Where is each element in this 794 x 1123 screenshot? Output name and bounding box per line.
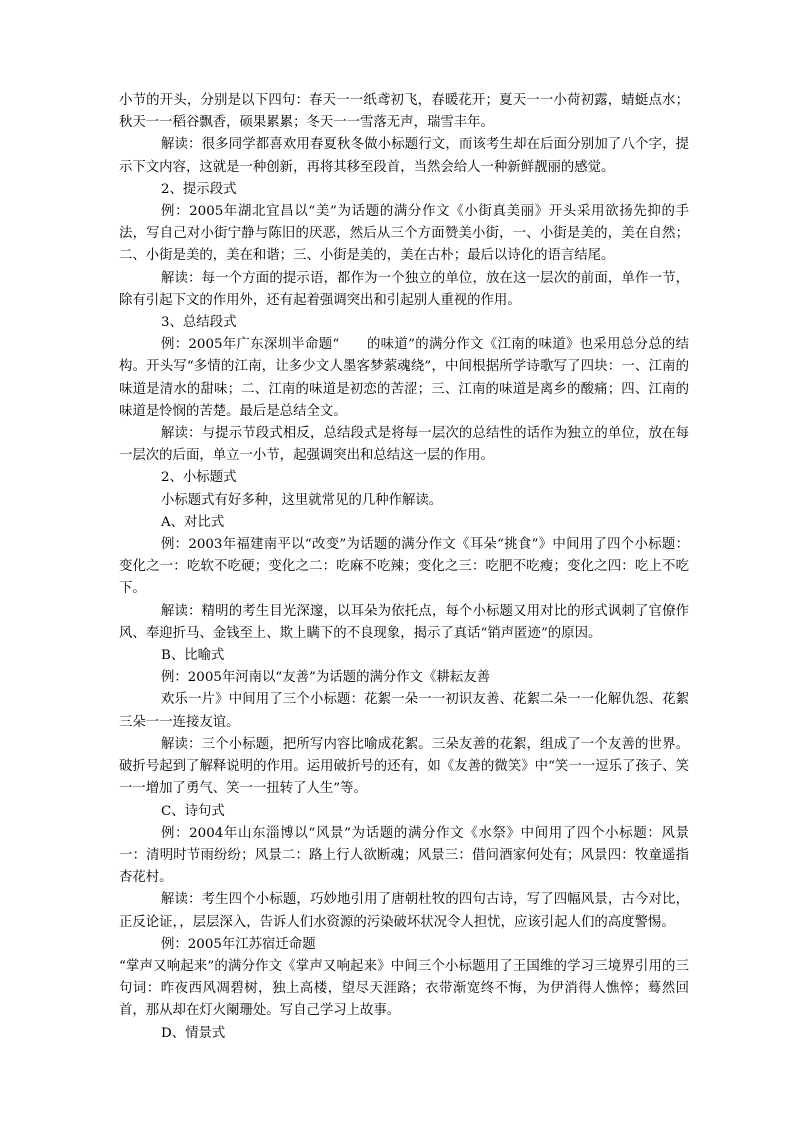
paragraph-3: 例：2005年湖北宜昌以“美”为话题的满分作文《小街真美丽》开头采用欲扬先抑的手法，写自己对小街宁静与陈旧的厌恶，然后从三个方面赞美小街，一、小街是美的，美在自然；二、小街是美的，美在和谐；三、小街是美的，美在古朴；最后以诗化的语言结尾。 (119, 204, 689, 264)
paragraph-7: 解读：与提示节段式相反，总结段式是将每一层次的总结性的话作为独立的单位，放在每一层次的后面，单立一小节，起强调突出和总结这一层的作用。 (119, 426, 689, 464)
paragraph-12: 解读：精明的考生目光深邃，以耳朵为依托点，每个小标题又用对比的形式讽刺了官僚作风、奉迎折马、金钱至上、欺上瞒下的不良现象，揭示了真话“销声匿迹”的原因。 (119, 603, 689, 641)
document-body (119, 90, 689, 1045)
subheading-scene: D、情景式 (161, 1025, 226, 1041)
paragraph-19: 解读：考生四个小标题，巧妙地引用了唐朝杜牧的四句古诗，写了四幅风景，古今对比，正反论证，，层层深入，告诉人们水资源的污染破坏状况令人担忧，应该引起人们的高度警惕。 (119, 892, 689, 930)
section-heading-prompt: 2、提示段式 (161, 181, 237, 197)
paragraph-16: 解读：三个小标题，把所写内容比喻成花絮。三朵友善的花絮，组成了一个友善的世界。破折号起到了解释说明的作用。运用破折号的还有，如《友善的微笑》中“笑一一逗乐了孩子、笑一一增加了勇气、笑一一扭转了人生”等。 (119, 736, 689, 797)
paragraph-18: 例：2004年山东淄博以“风景”为话题的满分作文《水祭》中间用了四个小标题：风景一：清明时节雨纷纷；风景二：路上行人欲断魂；风景三：借问酒家何处有；风景四：牧童遥指杏花村。 (119, 825, 689, 886)
paragraph-14: 例：2005年河南以“友善”为话题的满分作文《耕耘友善 (161, 670, 490, 686)
paragraph-0: 小节的开头，分别是以下四句：春天一一纸鸢初飞，春暖花开；夏天一一小荷初露，蜻蜓点水；秋天一一稻谷飘香，硕果累累；冬天一一雪落无声，瑞雪丰年。 (119, 93, 689, 131)
paragraph-15: 欢乐一片》中间用了三个小标题：花絮一朵一一初识友善、花絮二朵一一化解仇怨、花絮三朵一一连接友谊。 (119, 692, 689, 730)
paragraph-20: 例：2005年江苏宿迁命题 (161, 936, 316, 952)
subheading-poetry: C、诗句式 (161, 803, 225, 819)
paragraph-4: 解读：每一个方面的提示语，都作为一个独立的单位，放在这一层次的前面，单作一节，除有引起下文的作用外，还有起着强调突出和引起别人重视的作用。 (119, 270, 689, 308)
paragraph-9: 小标题式有好多种，这里就常见的几种作解读。 (161, 492, 443, 508)
paragraph-21: “掌声又响起来”的满分作文《掌声又响起来》中间三个小标题用了王国维的学习三境界引用的三句词：昨夜西风凋碧树，独上高楼，望尽天涯路；衣带渐宽终不悔，为伊消得人憔悴；蓦然回首，那从却在灯火阑珊处。写自己学习上故事。 (119, 958, 689, 1019)
section-heading-summary: 3、总结段式 (161, 315, 237, 331)
paragraph-1: 解读：很多同学都喜欢用春夏秋冬做小标题行文，而该考生却在后面分别加了八个字，提示下文内容，这就是一种创新，再将其移至段首，当然会给人一种新鲜靓丽的感觉。 (119, 137, 689, 175)
subheading-metaphor: B、比喻式 (161, 648, 225, 664)
paragraph-11: 例：2003年福建南平以“改变”为话题的满分作文《耳朵“挑食”》中间用了四个小标题：变化之一：吃软不吃硬；变化之二：吃麻不吃辣；变化之三：吃肥不吃瘦；变化之四：吃上不吃下。 (119, 537, 689, 597)
section-heading-subtitle: 2、小标题式 (161, 470, 237, 486)
paragraph-6: 例：2005年广东深圳半命题“ 的味道”的满分作文《江南的味道》也采用总分总的结构。开头写“多情的江南，让多少文人墨客梦萦魂绕”，中间根据所学诗歌写了四块：一、江南的味道是清水的甜味；二、江南的味道是初恋的苦涩；三、江南的味道是离乡的酸痛；四、江南的味道是怜悯的苦楚。最后是总结全文。 (119, 337, 689, 419)
subheading-contrast: A、对比式 (161, 514, 225, 530)
